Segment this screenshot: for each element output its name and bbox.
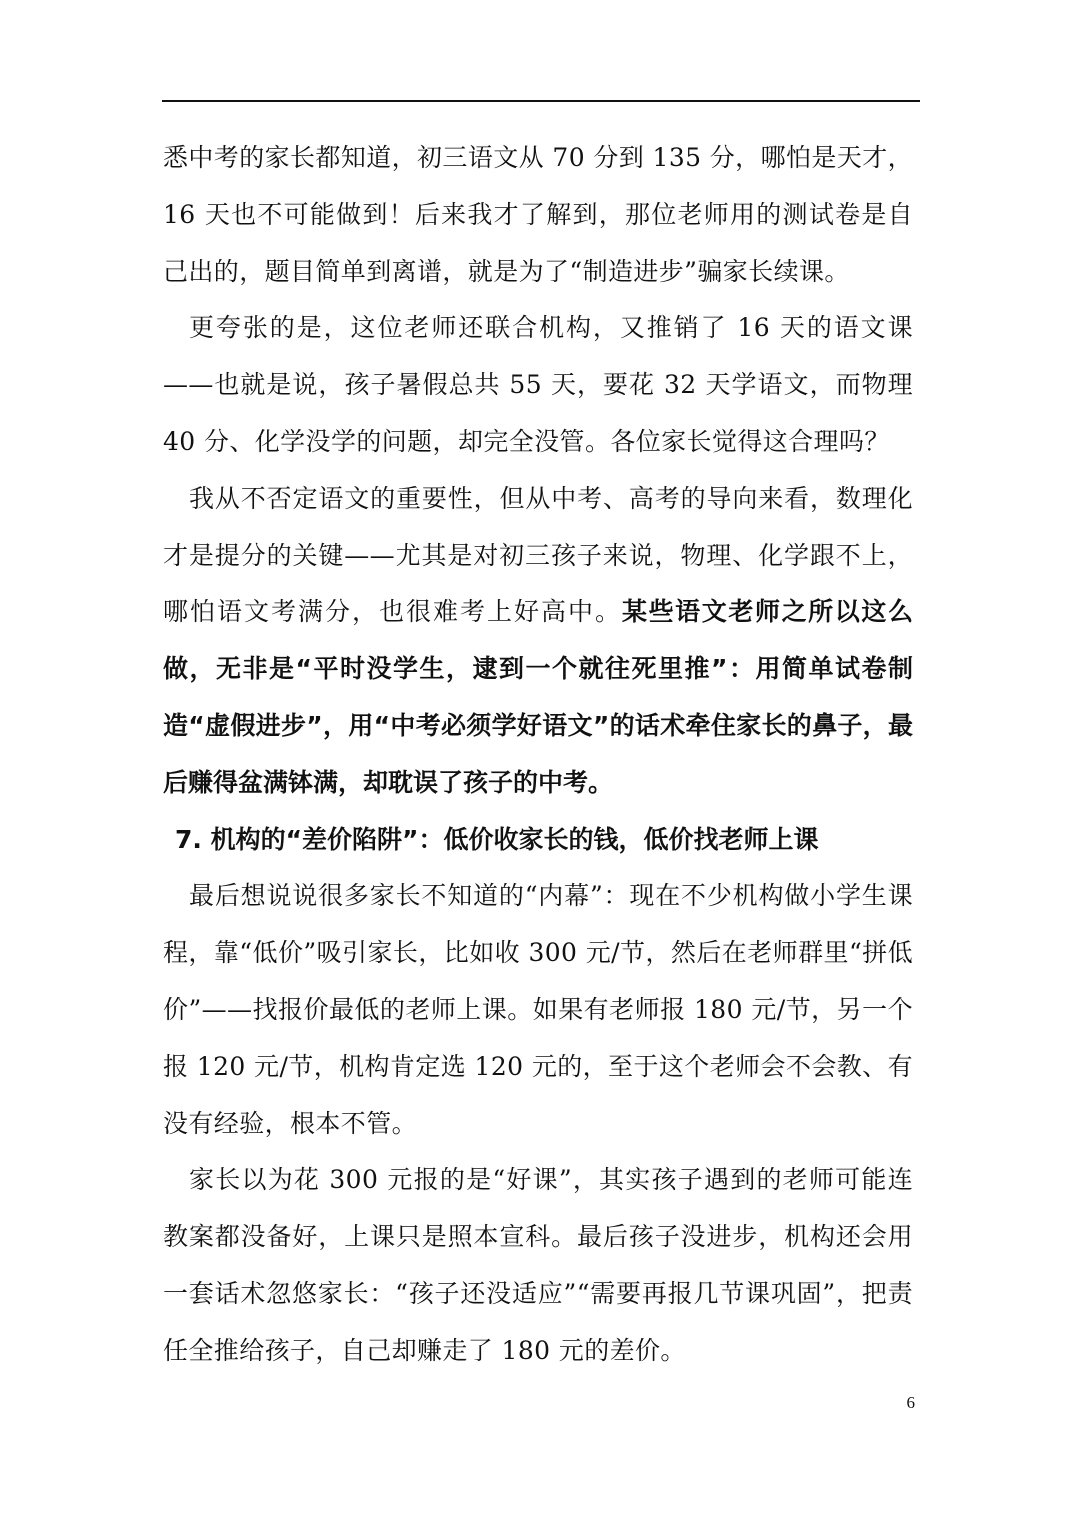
page-number: 6 (906, 1393, 915, 1412)
header-rule (162, 100, 920, 102)
paragraph-4: 最后想说说很多家长不知道的“内幕”：现在不少机构做小学生课程，靠“低价”吸引家长，比如收 300 元/节，然后在老师群里“拼低价”——找报价最低的老师上课。如果有老师报 180 元/节，另一个报 120 元/节，机构肯定选 120 元的，至于这个老师会不会教、有没有经验，根本不管。 (163, 881, 913, 1138)
section-heading-7: 7. 机构的“差价陷阱”：低价收家长的钱，低价找老师上课 (175, 824, 819, 854)
paragraph-2: 更夸张的是，这位老师还联合机构，又推销了 16 天的语文课——也就是说，孩子暑假总共 55 天，要花 32 天学语文，而物理 40 分、化学没学的问题，却完全没管。各位家长觉得这合理吗？ (163, 313, 913, 456)
paragraph-1: 悉中考的家长都知道，初三语文从 70 分到 135 分，哪怕是天才，16 天也不可能做到！后来我才了解到，那位老师用的测试卷是自己出的，题目简单到离谱，就是为了“制造进步”骗家长续课。 (163, 143, 913, 286)
paragraph-5: 家长以为花 300 元报的是“好课”，其实孩子遇到的老师可能连教案都没备好，上课只是照本宣科。最后孩子没进步，机构还会用一套话术忽悠家长：“孩子还没适应”“需要再报几节课巩固”，把责任全推给孩子，自己却赚走了 180 元的差价。 (163, 1165, 913, 1365)
page-body (163, 130, 913, 1380)
paragraph-3-bold: 某些语文老师之所以这么做，无非是“平时没学生，逮到一个就往死里推”：用简单试卷制造“虚假进步”，用“中考必须学好语文”的话术牵住家长的鼻子，最后赚得盆满钵满，却耽误了孩子的中考。 (163, 597, 913, 797)
paragraph-3-normal: 我从不否定语文的重要性，但从中考、高考的导向来看，数理化才是提分的关键——尤其是对初三孩子来说，物理、化学跟不上，哪怕语文考满分，也很难考上好高中。 (163, 483, 913, 627)
paragraph-3 (163, 471, 913, 812)
